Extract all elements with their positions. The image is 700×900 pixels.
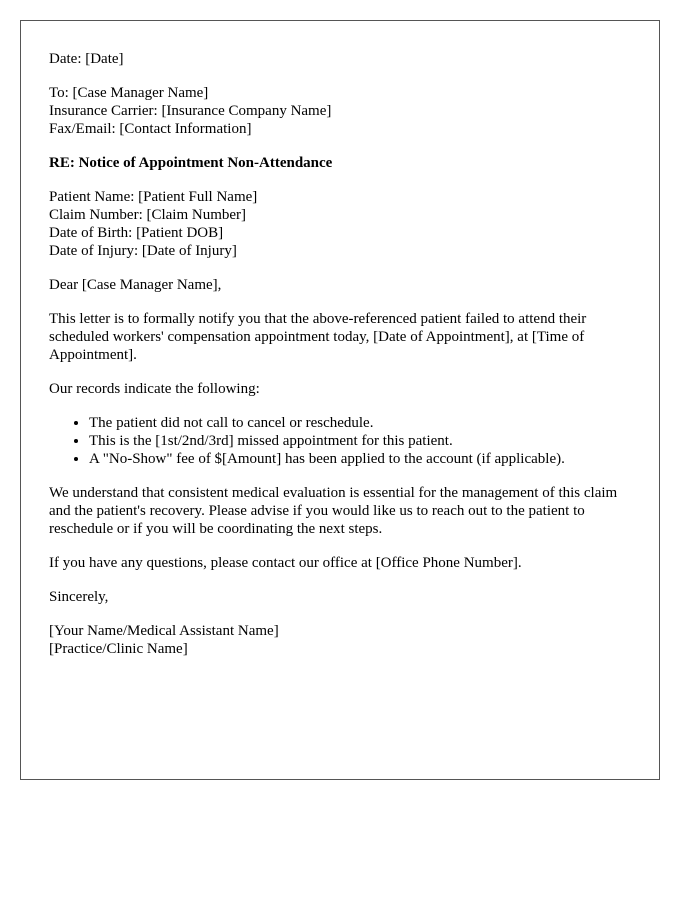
patient-info-block [49, 188, 631, 260]
patient-name: Patient Name: [Patient Full Name] [49, 189, 258, 205]
signature-name: [Your Name/Medical Assistant Name] [49, 623, 279, 639]
understanding-paragraph: We understand that consistent medical evaluation is essential for the management of this claim and the patient's recovery. Please advise if you would like us to reach out to the patient to reschedule or if you will be coordinating the next steps. [49, 485, 618, 537]
signature-practice: [Practice/Clinic Name] [49, 641, 188, 657]
recipient-to: To: [Case Manager Name] [49, 85, 209, 101]
date-of-injury: Date of Injury: [Date of Injury] [49, 243, 237, 259]
list-item: • The patient did not call to cancel or reschedule. [89, 414, 631, 432]
salutation: Dear [Case Manager Name], [49, 277, 222, 293]
recipient-carrier: Insurance Carrier: [Insurance Company Name] [49, 103, 332, 119]
records-intro: Our records indicate the following: [49, 381, 260, 397]
list-item: • A "No-Show" fee of $[Amount] has been applied to the account (if applicable). [89, 450, 631, 468]
recipient-contact: Fax/Email: [Contact Information] [49, 121, 252, 137]
signature-block [49, 622, 631, 658]
claim-number: Claim Number: [Claim Number] [49, 207, 247, 223]
recipient-block [49, 84, 631, 138]
contact-paragraph: If you have any questions, please contact our office at [Office Phone Number]. [49, 555, 522, 571]
records-list [49, 414, 631, 468]
list-item: • This is the [1st/2nd/3rd] missed appointment for this patient. [89, 432, 631, 450]
letter-page [20, 20, 660, 780]
intro-paragraph: This letter is to formally notify you that the above-referenced patient failed to attend their scheduled workers' compensation appointment today, [Date of Appointment], at [Time of Appointment]. [49, 311, 587, 363]
date-of-birth: Date of Birth: [Patient DOB] [49, 225, 224, 241]
closing: Sincerely, [49, 589, 109, 605]
subject-line: RE: Notice of Appointment Non-Attendance [49, 155, 333, 171]
date-line: Date: [Date] [49, 51, 124, 67]
